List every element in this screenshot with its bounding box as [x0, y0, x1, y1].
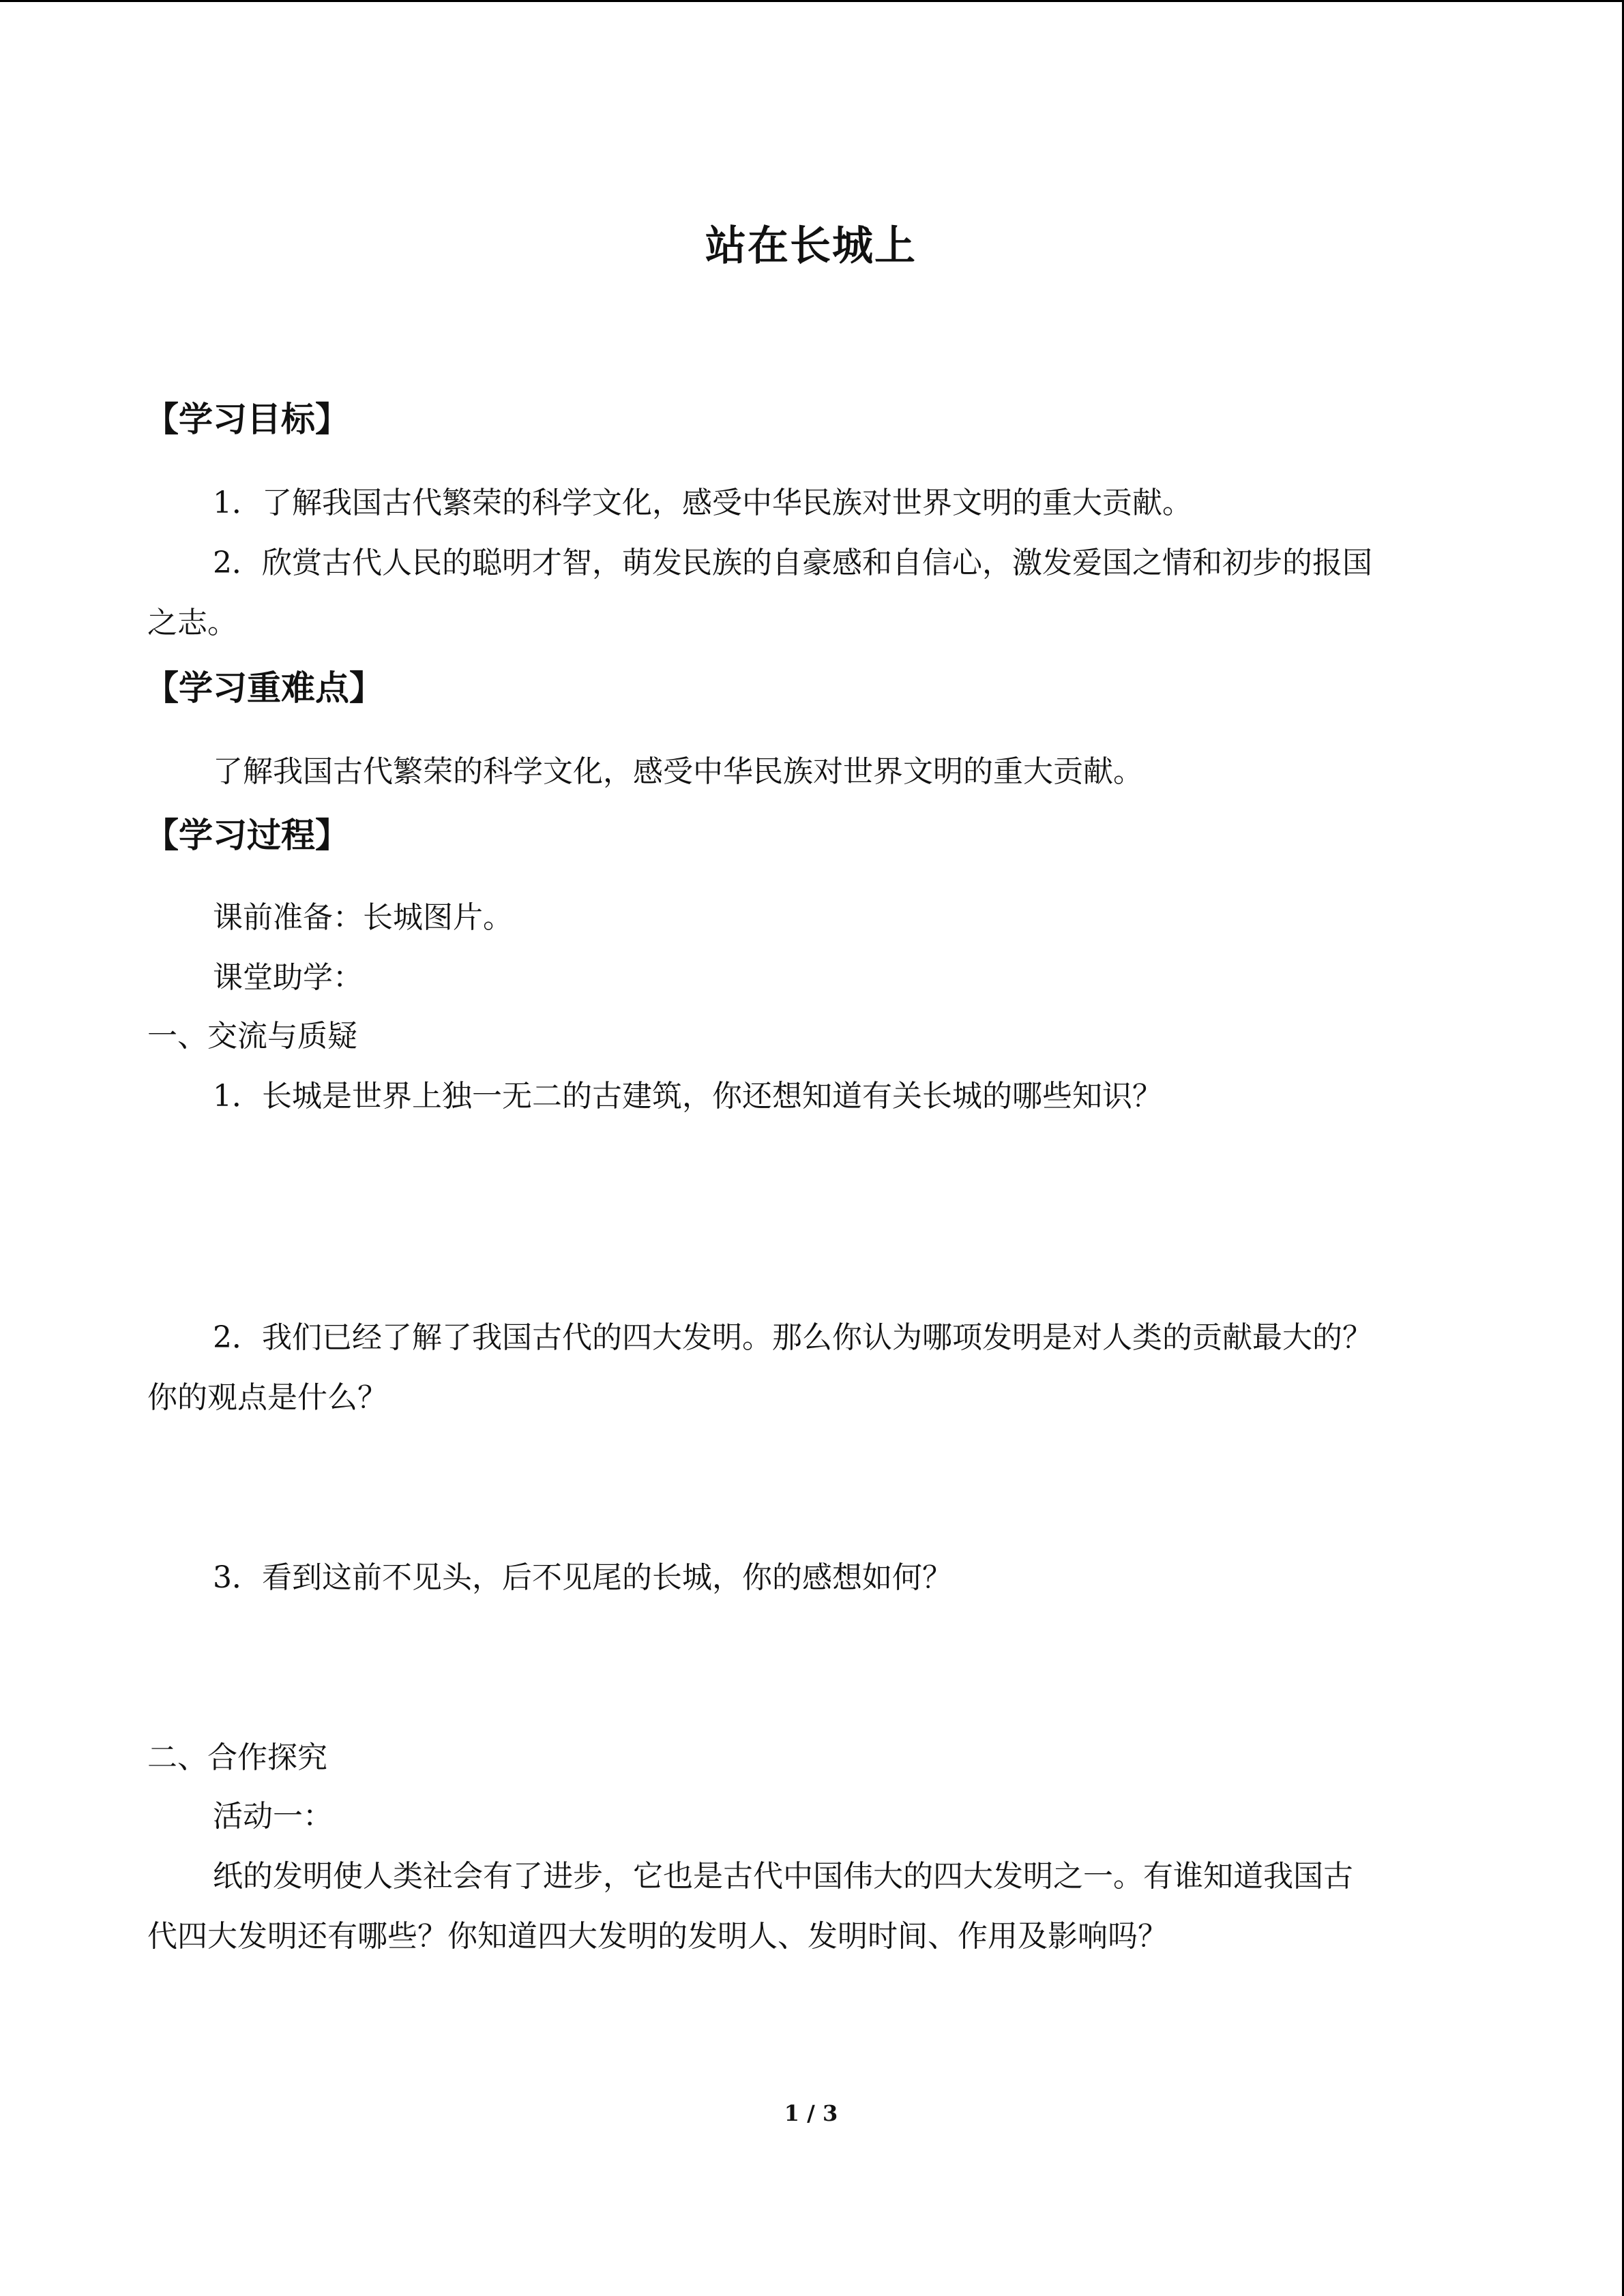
page-title: 站在长城上 — [705, 222, 917, 270]
heading-objectives: 【学习目标】 — [145, 400, 349, 439]
page-number: 1 / 3 — [784, 2100, 838, 2126]
objective-item-2-line-2: 之志。 — [147, 606, 237, 640]
heading-key-points: 【学习重难点】 — [145, 668, 383, 708]
question-2-line-1: 2．我们已经了解了我国古代的四大发明。那么你认为哪项发明是对人类的贡献最大的？ — [213, 1320, 1372, 1355]
process-prep: 课前准备：长城图片。 — [213, 900, 513, 935]
question-1: 1．长城是世界上独一无二的古建筑，你还想知道有关长城的哪些知识？ — [213, 1079, 1162, 1114]
question-3: 3．看到这前不见头，后不见尾的长城，你的感想如何？ — [213, 1560, 952, 1595]
key-points-text: 了解我国古代繁荣的科学文化，感受中华民族对世界文明的重大贡献。 — [213, 754, 1143, 789]
section-exchange-question: 一、交流与质疑 — [147, 1019, 357, 1054]
objective-item-2-line-1: 2．欣赏古代人民的聪明才智，萌发民族的自豪感和自信心，激发爱国之情和初步的报国 — [213, 546, 1372, 580]
process-class-help: 课堂助学： — [213, 960, 363, 995]
objective-item-1: 1．了解我国古代繁荣的科学文化，感受中华民族对世界文明的重大贡献。 — [213, 486, 1192, 520]
activity-1-label: 活动一： — [213, 1799, 333, 1834]
activity-1-line-2: 代四大发明还有哪些？你知道四大发明的发明人、发明时间、作用及影响吗？ — [147, 1919, 1168, 1954]
section-cooperative-inquiry: 二、合作探究 — [147, 1740, 327, 1775]
heading-process: 【学习过程】 — [145, 816, 349, 855]
activity-1-line-1: 纸的发明使人类社会有了进步，它也是古代中国伟大的四大发明之一。有谁知道我国古 — [213, 1859, 1353, 1894]
question-2-line-2: 你的观点是什么？ — [147, 1380, 387, 1415]
